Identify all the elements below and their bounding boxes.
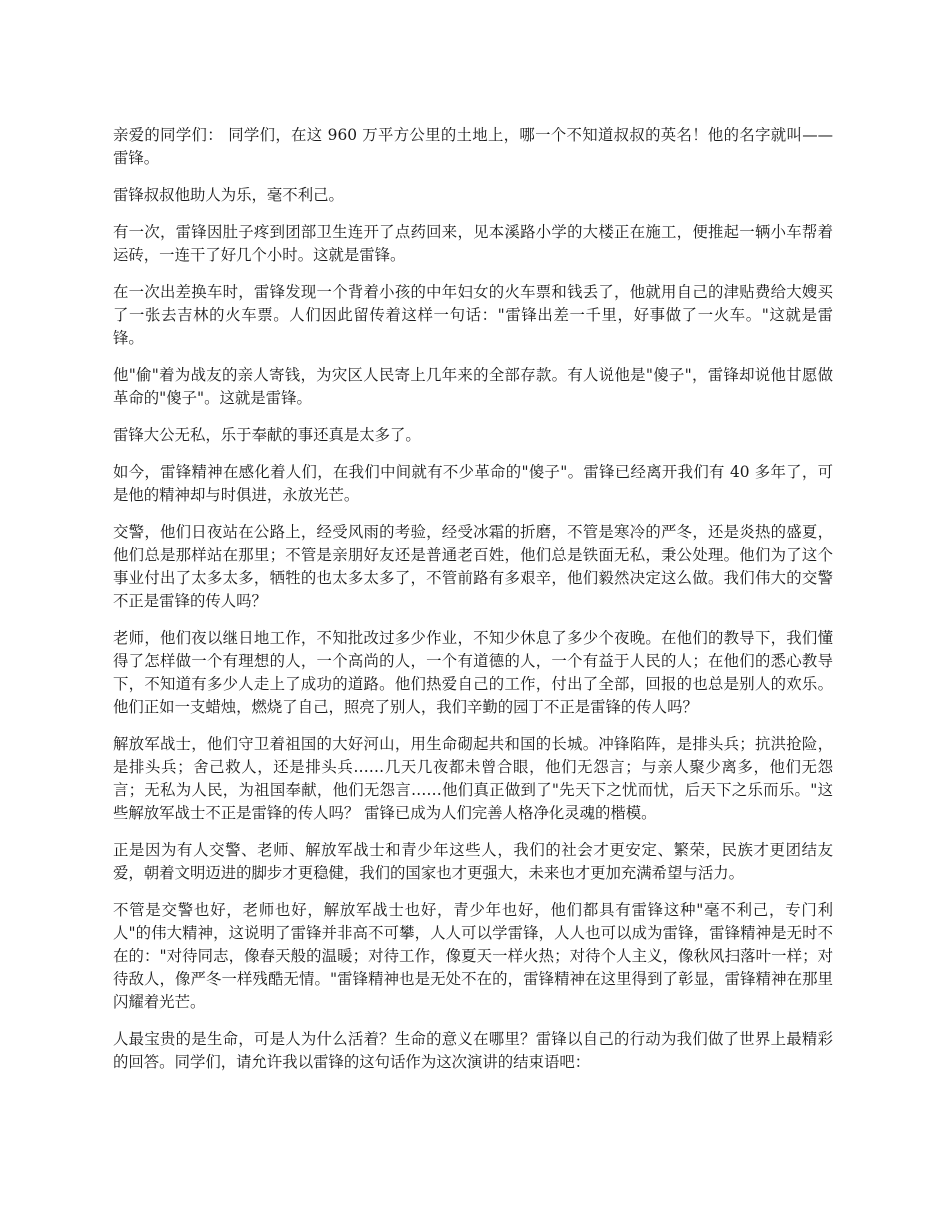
paragraph-helping-others: 雷锋叔叔他助人为乐，毫不利己。	[113, 186, 344, 204]
paragraph-learn-from-leifeng: 不管是交警也好，老师也好，解放军战士也好，青少年也好，他们都具有雷锋这种"毫不利己，专门利人"的伟大精神，这说明了雷锋并非高不可攀，人人可以学雷锋，人人也可以成为雷锋，雷锋精神是无时不在的："对待同志，像春天般的温暖；对待工作，像夏天一样火热；对待个人主义，像秋风扫落叶一样；对待敌人，像严冬一样残酷无情。"雷锋精神也是无处不在的，雷锋精神在这里得到了彰显，雷锋精神在那里闪耀着光芒。	[113, 901, 833, 1011]
paragraph-train-ticket: 在一次出差换车时，雷锋发现一个背着小孩的中年妇女的火车票和钱丢了，他就用自己的津贴费给大嫂买了一张去吉林的火车票。人们因此留传着这样一句话："雷锋出差一千里，好事做了一火车。"这就是雷锋。	[113, 283, 833, 347]
document-body	[113, 124, 833, 1088]
paragraph-society: 正是因为有人交警、老师、解放军战士和青少年这些人，我们的社会才更安定、繁荣，民族才更团结友爱，朝着文明迈进的脚步才更稳健，我们的国家也才更强大，未来也才更加充满希望与活力。	[113, 841, 833, 882]
paragraph-soldiers: 解放军战士，他们守卫着祖国的大好河山，用生命砌起共和国的长城。冲锋陷阵，是排头兵；抗洪抢险，是排头兵；舍己救人，还是排头兵……几天几夜都未曾合眼，他们无怨言；与亲人聚少离多，他们无怨言；无私为人民，为祖国奉献，他们无怨言……他们真正做到了"先天下之忧而忧，后天下之乐而乐。"这些解放军战士不正是雷锋的传人吗？ 雷锋已成为人们完善人格净化灵魂的楷模。	[113, 735, 833, 822]
paragraph-teachers: 老师，他们夜以继日地工作，不知批改过多少作业，不知少休息了多少个夜晚。在他们的教导下，我们懂得了怎样做一个有理想的人，一个高尚的人，一个有道德的人，一个有益于人民的人；在他们的悉心教导下，不知道有多少人走上了成功的道路。他们热爱自己的工作，付出了全部，回报的也总是别人的欢乐。他们正如一支蜡烛，燃烧了自己，照亮了别人，我们辛勤的园丁不正是雷锋的传人吗？	[113, 629, 833, 716]
paragraph-greeting: 亲爱的同学们： 同学们，在这 960 万平方公里的土地上，哪一个不知道叔叔的英名！他的名字就叫——雷锋。	[113, 126, 833, 167]
paragraph-traffic-police: 交警，他们日夜站在公路上，经受风雨的考验，经受冰霜的折磨，不管是寒冷的严冬，还是炎热的盛夏，他们总是那样站在那里；不管是亲朋好友还是普通老百姓，他们总是铁面无私，秉公处理。他们为了这个事业付出了太多太多，牺牲的也太多太多了，不管前路有多艰辛，他们毅然决定这么做。我们伟大的交警不正是雷锋的传人吗？	[113, 523, 833, 610]
paragraph-school-bricks: 有一次，雷锋因肚子疼到团部卫生连开了点药回来，见本溪路小学的大楼正在施工，便推起一辆小车帮着运砖，一连干了好几个小时。这就是雷锋。	[113, 223, 833, 264]
paragraph-selfless: 雷锋大公无私，乐于奉献的事还真是太多了。	[113, 426, 421, 444]
paragraph-donations: 他"偷"着为战友的亲人寄钱，为灾区人民寄上几年来的全部存款。有人说他是"傻子"，雷锋却说他甘愿做革命的"傻子"。这就是雷锋。	[113, 366, 833, 407]
paragraph-conclusion: 人最宝贵的是生命，可是人为什么活着？生命的意义在哪里？雷锋以自己的行动为我们做了世界上最精彩的回答。同学们，请允许我以雷锋的这句话作为这次演讲的结束语吧：	[113, 1030, 833, 1071]
paragraph-spirit-today: 如今，雷锋精神在感化着人们，在我们中间就有不少革命的"傻子"。雷锋已经离开我们有 40 多年了，可是他的精神却与时俱进，永放光芒。	[113, 463, 833, 504]
